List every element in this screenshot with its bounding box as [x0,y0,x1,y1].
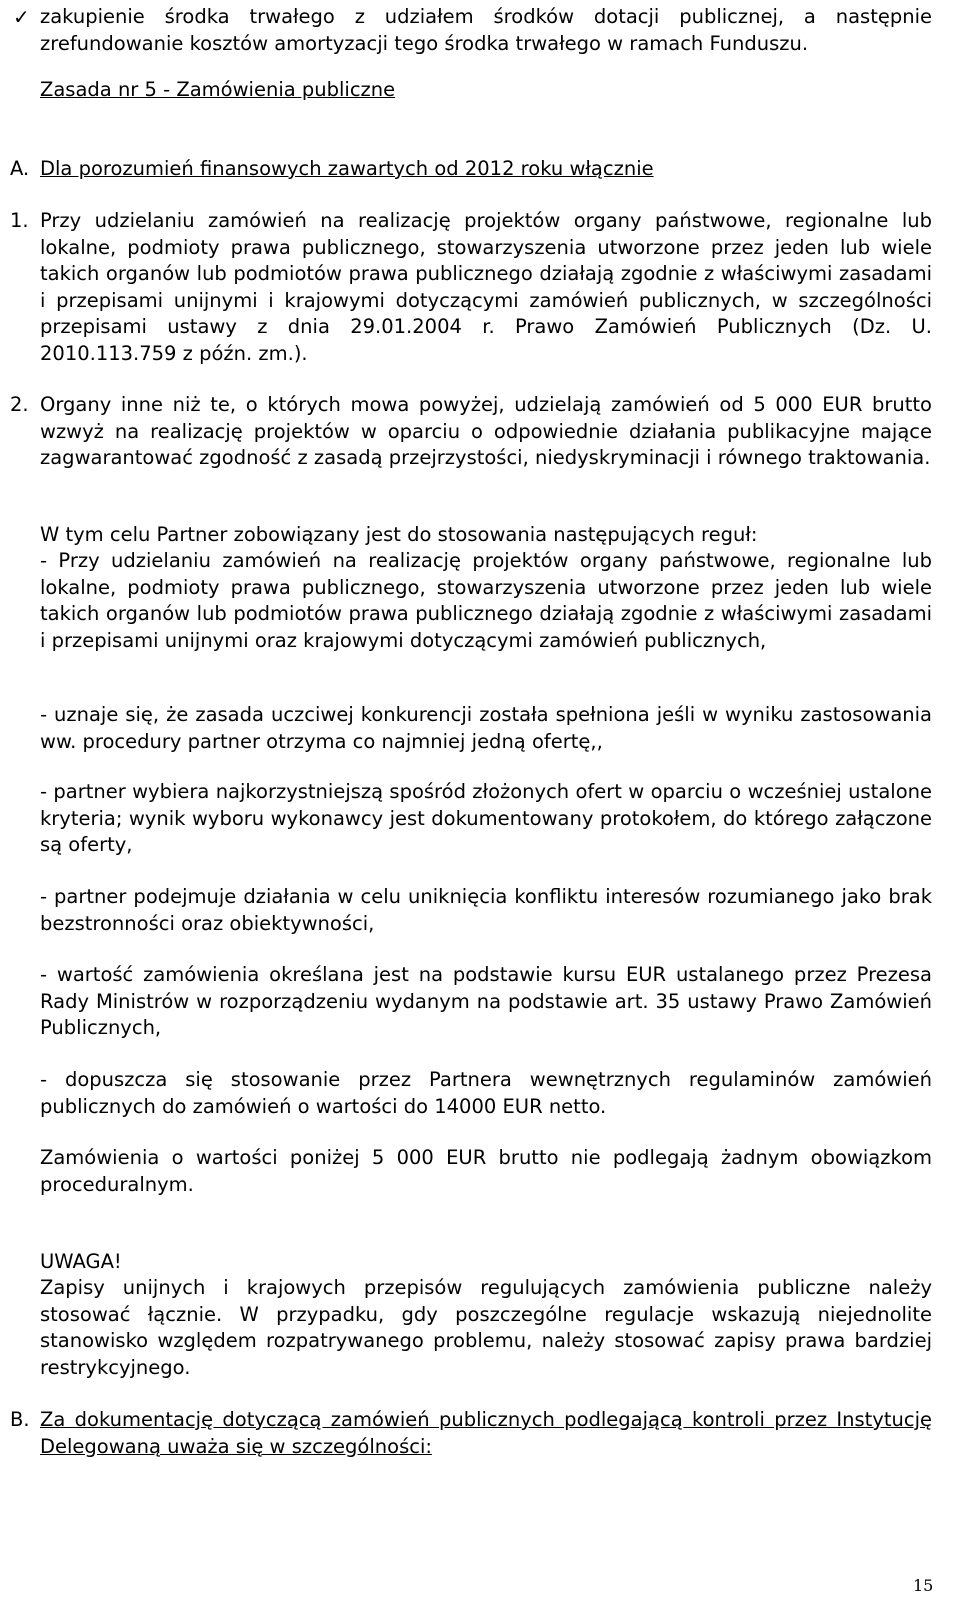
rule-5: - wartość zamówienia określana jest na podstawie kursu EUR ustalanego przez Prezesa Rady Ministrów w rozporządzeniu wydanym na podstawie art. 35 ustawy Prawo Zamówień Publicznych, [40,963,932,1039]
subsection-b-title: Za dokumentację dotyczącą zamówień publicznych podlegającą kontroli przez Instytucję Delegowaną uważa się w szczególności: [40,1408,932,1458]
point-1-text: Przy udzielaniu zamówień na realizację projektów organy państwowe, regionalne lub lokalne, podmioty prawa publicznego, stowarzyszenia utworzone przez jeden lub wiele takich organów lub podmiotów prawa publicznego działają zgodnie z właściwymi zasadami i przepisami unijnymi i krajowymi dotyczącymi zamówień publicznych, w szczególności przepisami ustawy z dnia 29.01.2004 r. Prawo Zamówień Publicznych (Dz. U. 2010.113.759 z późn. zm.). [40,209,932,365]
below-threshold-note: Zamówienia o wartości poniżej 5 000 EUR brutto nie podlegają żadnym obowiązkom proceduralnym. [40,1146,932,1196]
point-1-label: 1. [10,209,29,232]
rule-1: - Przy udzielaniu zamówień na realizację projektów organy państwowe, regionalne lub lokalne, podmioty prawa publicznego, stowarzyszenia utworzone przez jeden lub wiele takich organów lub podmiotów prawa publicznego działają zgodnie z właściwymi zasadami i przepisami unijnymi oraz krajowymi dotyczącymi zamówień publicznych, [40,549,932,652]
checkmark-icon: ✓ [13,5,30,29]
rule-3: - partner wybiera najkorzystniejszą spośród złożonych ofert w oparciu o wcześniej ustalone kryteria; wynik wyboru wykonawcy jest dokumentowany protokołem, do którego załączone są oferty, [40,780,932,856]
page-number: 15 [913,1576,934,1595]
partner-intro: W tym celu Partner zobowiązany jest do stosowania następujących reguł: [40,523,758,546]
rule-6: - dopuszcza się stosowanie przez Partnera wewnętrznych regulaminów zamówień publicznych do zamówień o wartości do 14000 EUR netto. [40,1068,932,1118]
section-heading: Zasada nr 5 - Zamówienia publiczne [40,78,396,101]
subsection-b-label: B. [10,1408,30,1431]
point-2-text: Organy inne niż te, o których mowa powyżej, udzielają zamówień od 5 000 EUR brutto wzwyż na realizację projektów w oparciu o odpowiednie działania publikacyjne mające zagwarantować zgodność z zasadą przejrzystości, niedyskryminacji i równego traktowania. [40,393,932,469]
subsection-a-title: Dla porozumień finansowych zawartych od 2012 roku włącznie [40,157,654,180]
rule-4: - partner podejmuje działania w celu uniknięcia konfliktu interesów rozumianego jako brak bezstronności oraz obiektywności, [40,885,932,935]
subsection-a-label: A. [10,157,30,180]
rule-2: - uznaje się, że zasada uczciwej konkurencji została spełniona jeśli w wyniku zastosowania ww. procedury partner otrzyma co najmniej jedną ofertę,, [40,703,932,753]
warning-title: UWAGA! [40,1250,122,1273]
warning-text: Zapisy unijnych i krajowych przepisów regulujących zamówienia publiczne należy stosować łącznie. W przypadku, gdy poszczególne regulacje wskazują niejednolite stanowisko względem rozpatrywanego problemu, należy stosować zapisy prawa bardziej restrykcyjnego. [40,1276,932,1379]
bullet-paragraph: zakupienie środka trwałego z udziałem środków dotacji publicznej, a następnie zrefundowanie kosztów amortyzacji tego środka trwałego w ramach Funduszu. [40,5,932,55]
point-2-label: 2. [10,393,29,416]
